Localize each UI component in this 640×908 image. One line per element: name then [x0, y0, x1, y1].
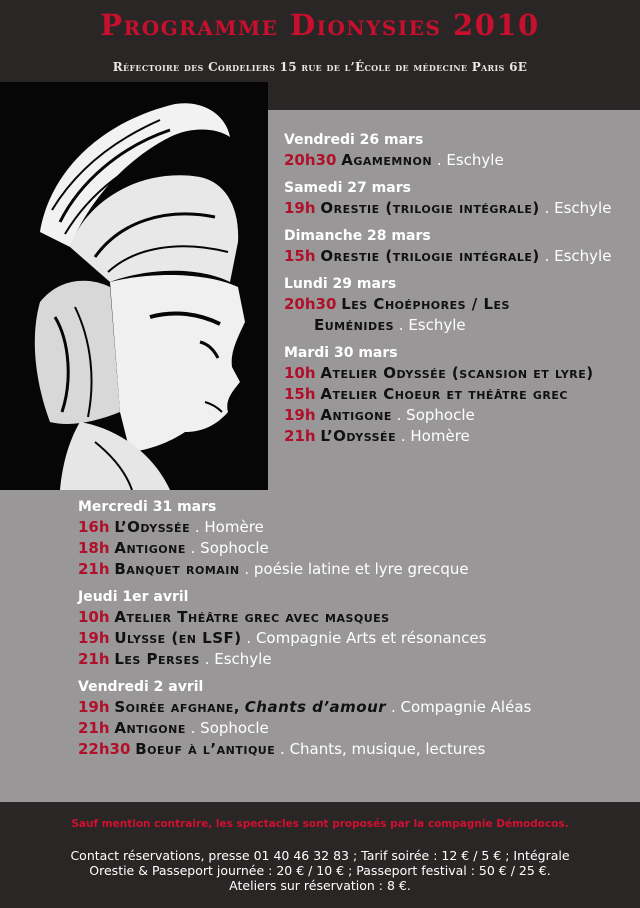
event-subtitle: Chants d’amour	[244, 698, 387, 716]
event-row	[78, 628, 628, 649]
event-time: 20h30	[284, 151, 337, 169]
event-author: . Eschyle	[436, 151, 504, 169]
event-time: 19h	[284, 406, 316, 424]
event-author: . Chants, musique, lectures	[280, 740, 486, 758]
event-author: . Homère	[400, 427, 470, 445]
schedule-bottom	[78, 497, 628, 767]
event-row	[284, 246, 634, 267]
event-author: . Sophocle	[190, 719, 269, 737]
page-title: Programme Dionysies 2010	[100, 8, 540, 42]
day-block	[284, 226, 634, 267]
event-time: 21h	[78, 650, 110, 668]
event-time: 20h30	[284, 295, 337, 313]
event-author: . Sophocle	[396, 406, 475, 424]
day-label: Samedi 27 mars	[284, 180, 411, 196]
event-name: Euménides	[314, 316, 395, 334]
event-time: 10h	[284, 364, 316, 382]
event-author: . Eschyle	[544, 247, 612, 265]
event-row	[78, 739, 628, 760]
event-author: . Compagnie Aléas	[390, 698, 532, 716]
day-label: Jeudi 1er avril	[78, 589, 189, 605]
event-name: Antigone	[114, 719, 186, 737]
event-author: . poésie latine et lyre grecque	[244, 560, 469, 578]
event-name: Agamemnon	[341, 151, 433, 169]
event-name: Atelier Théâtre grec avec masques	[114, 608, 390, 626]
event-row	[78, 697, 628, 718]
day-label: Vendredi 2 avril	[78, 679, 204, 695]
event-name: Orestie (trilogie intégrale)	[320, 247, 540, 265]
event-row	[78, 718, 628, 739]
footer-contact-line-1: Contact réservations, presse 01 40 46 32 83 ; Tarif soirée : 12 € / 5 € ; Intégrale	[70, 848, 570, 863]
day-block	[284, 130, 634, 171]
day-label: Vendredi 26 mars	[284, 132, 424, 148]
event-row	[78, 517, 628, 538]
day-block	[284, 343, 634, 447]
event-name: Atelier Choeur et théâtre grec	[320, 385, 568, 403]
event-time: 15h	[284, 385, 316, 403]
event-name: Antigone	[114, 539, 186, 557]
day-block	[78, 677, 628, 760]
event-time: 19h	[284, 199, 316, 217]
event-time: 19h	[78, 629, 110, 647]
schedule-top	[284, 130, 634, 454]
event-name: Banquet romain	[114, 560, 240, 578]
event-name: Boeuf à l’antique	[135, 740, 276, 758]
event-row	[284, 198, 634, 219]
day-label: Lundi 29 mars	[284, 276, 397, 292]
event-time: 21h	[284, 427, 316, 445]
event-name: Orestie (trilogie intégrale)	[320, 199, 540, 217]
event-time: 10h	[78, 608, 110, 626]
event-name: Atelier Odyssée (scansion et lyre)	[320, 364, 594, 382]
event-name: Antigone	[320, 406, 392, 424]
athena-helmet-portrait-icon	[0, 82, 268, 490]
event-author: . Sophocle	[190, 539, 269, 557]
event-time: 19h	[78, 698, 110, 716]
day-label: Dimanche 28 mars	[284, 228, 431, 244]
event-author: . Eschyle	[204, 650, 272, 668]
event-name: Soirée afghane,	[114, 698, 241, 716]
event-row	[284, 363, 634, 384]
event-row	[284, 405, 634, 426]
event-name: Les Perses	[114, 650, 200, 668]
event-name: Les Choéphores / Les	[341, 295, 510, 313]
event-time: 22h30	[78, 740, 131, 758]
footer	[0, 802, 640, 908]
event-row	[284, 426, 634, 447]
event-row	[284, 150, 634, 171]
event-author: . Compagnie Arts et résonances	[246, 629, 487, 647]
event-author: . Eschyle	[398, 316, 466, 334]
event-row	[78, 607, 628, 628]
event-row	[284, 315, 634, 336]
footer-contact-line-3: Ateliers sur réservation : 8 €.	[229, 878, 411, 893]
event-time: 18h	[78, 539, 110, 557]
day-block	[78, 497, 628, 580]
footer-contact-line-2: Orestie & Passeport journée : 20 € / 10 € ; Passeport festival : 50 € / 25 €.	[89, 863, 551, 878]
event-row	[78, 538, 628, 559]
event-time: 21h	[78, 560, 110, 578]
day-block	[284, 178, 634, 219]
day-label: Mardi 30 mars	[284, 345, 398, 361]
event-time: 21h	[78, 719, 110, 737]
event-row	[78, 649, 628, 670]
event-row	[78, 559, 628, 580]
event-name: L’Odyssée	[114, 518, 191, 536]
day-block	[284, 274, 634, 336]
event-row	[284, 384, 634, 405]
day-label: Mercredi 31 mars	[78, 499, 217, 515]
event-time: 16h	[78, 518, 110, 536]
event-name: L’Odyssée	[320, 427, 397, 445]
venue-subtitle: Réfectoire des Cordeliers 15 rue de l’École de médecine Paris 6E	[112, 60, 528, 74]
event-author: . Homère	[194, 518, 264, 536]
footer-note: Sauf mention contraire, les spectacles sont proposés par la compagnie Démodocos.	[71, 818, 569, 830]
event-author: . Eschyle	[544, 199, 612, 217]
event-row	[284, 294, 634, 315]
header-strip	[218, 82, 640, 110]
event-time: 15h	[284, 247, 316, 265]
event-name: Ulysse (en LSF)	[114, 629, 242, 647]
day-block	[78, 587, 628, 670]
